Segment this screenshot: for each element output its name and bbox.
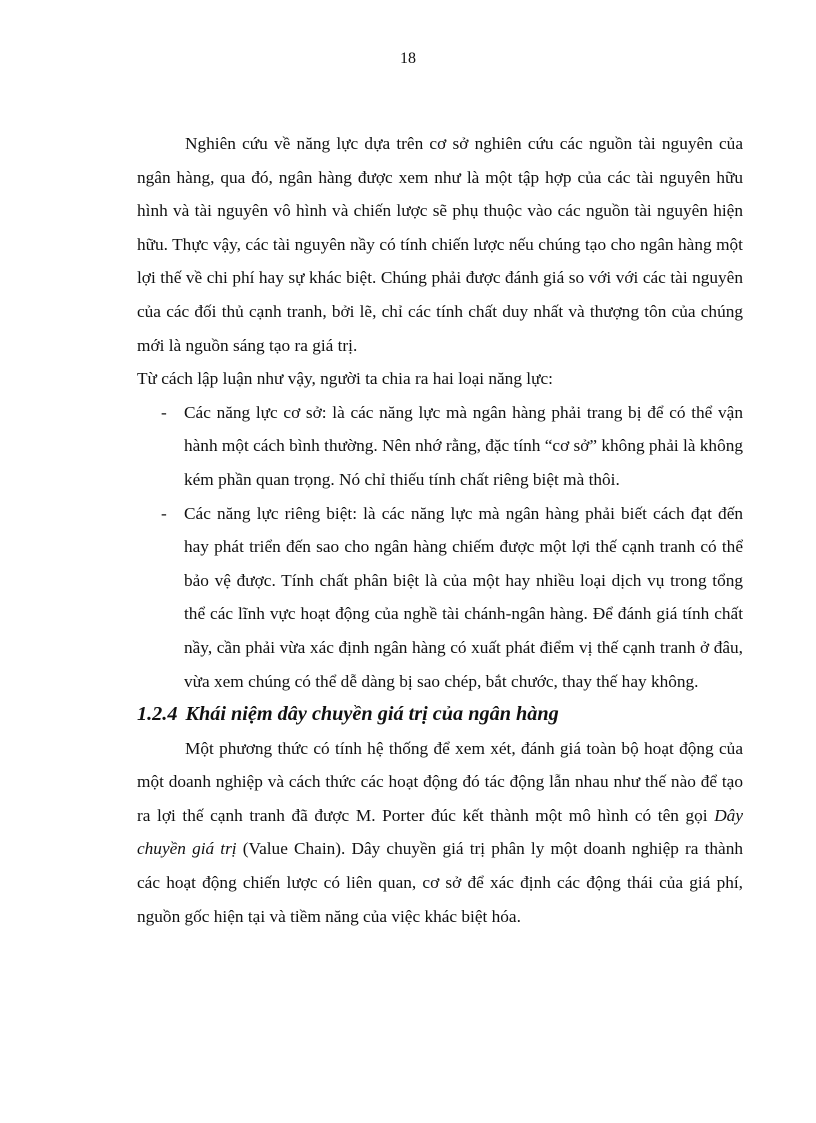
section-title: Khái niệm dây chuyền giá trị của ngân hàng xyxy=(185,703,559,726)
bullet-dash: - xyxy=(161,503,167,523)
section-number: 1.2.4 xyxy=(137,703,178,726)
list-item-basic-capabilities xyxy=(137,396,743,497)
list-item-distinctive-capabilities xyxy=(137,497,743,699)
page-number: 18 xyxy=(400,50,416,67)
list-item-text: Các năng lực riêng biệt: là các năng lực mà ngân hàng phải biết cách đạt đến hay phát triển đến sao cho ngân hàng chiếm được một lợi thế cạnh tranh có thể bảo vệ được. Tính chất phân biệt là của một hay nhiều loại dịch vụ trong tổng thể các lĩnh vực hoạt động của nghề tài chánh-ngân hàng. Để đánh giá tính chất nầy, cần phải vừa xác định ngân hàng có xuất phát điểm vị thế cạnh tranh ở đâu, vừa xem chúng có thể dễ dàng bị sao chép, bắt chước, thay thế hay không. xyxy=(184,503,743,691)
paragraph-text-after: (Value Chain). Dây chuyền giá trị phân ly một doanh nghiệp ra thành các hoạt động chiến lược có liên quan, cơ sở để xác định các động thái của giá phí, nguồn gốc hiện tại và tiềm năng của việc khác biệt hóa. xyxy=(137,839,744,926)
capability-list xyxy=(137,396,743,698)
paragraph-value-chain xyxy=(137,732,743,934)
paragraph-classification-intro: Từ cách lập luận như vậy, người ta chia ra hai loại năng lực: xyxy=(137,369,553,389)
paragraph-research-capabilities: Nghiên cứu về năng lực dựa trên cơ sở nghiên cứu các nguồn tài nguyên của ngân hàng, qua đó, ngân hàng được xem như là một tập hợp của các tài nguyên hữu hình và tài nguyên vô hình và chiến lược sẽ phụ thuộc vào các nguồn tài nguyên hiện hữu. Thực vậy, các tài nguyên nầy có tính chiến lược nếu chúng tạo cho ngân hàng một lợi thế về chi phí hay sự khác biệt. Chúng phải được đánh giá so với với các tài nguyên của các đối thủ cạnh tranh, bởi lẽ, chỉ các tính chất duy nhất và thượng tôn của chúng mới là nguồn sáng tạo ra giá trị. xyxy=(137,134,743,355)
bullet-dash: - xyxy=(161,402,167,422)
value-chain-term: Dây chuyền giá trị xyxy=(137,805,743,859)
section-heading xyxy=(137,698,743,732)
paragraph-text-before: Một phương thức có tính hệ thống để xem xét, đánh giá toàn bộ hoạt động của một doanh nghiệp và cách thức các hoạt động đó tác động lẫn nhau như thế nào để tạo ra lợi thế cạnh tranh đã được M. Porter đúc kết thành một mô hình có tên gọi xyxy=(137,738,743,825)
list-item-text: Các năng lực cơ sở: là các năng lực mà ngân hàng phải trang bị để có thể vận hành một cách bình thường. Nên nhớ rằng, đặc tính “cơ sở” không phải là không kém phần quan trọng. Nó chỉ thiếu tính chất riêng biệt mà thôi. xyxy=(184,402,743,489)
body-text xyxy=(137,127,743,933)
